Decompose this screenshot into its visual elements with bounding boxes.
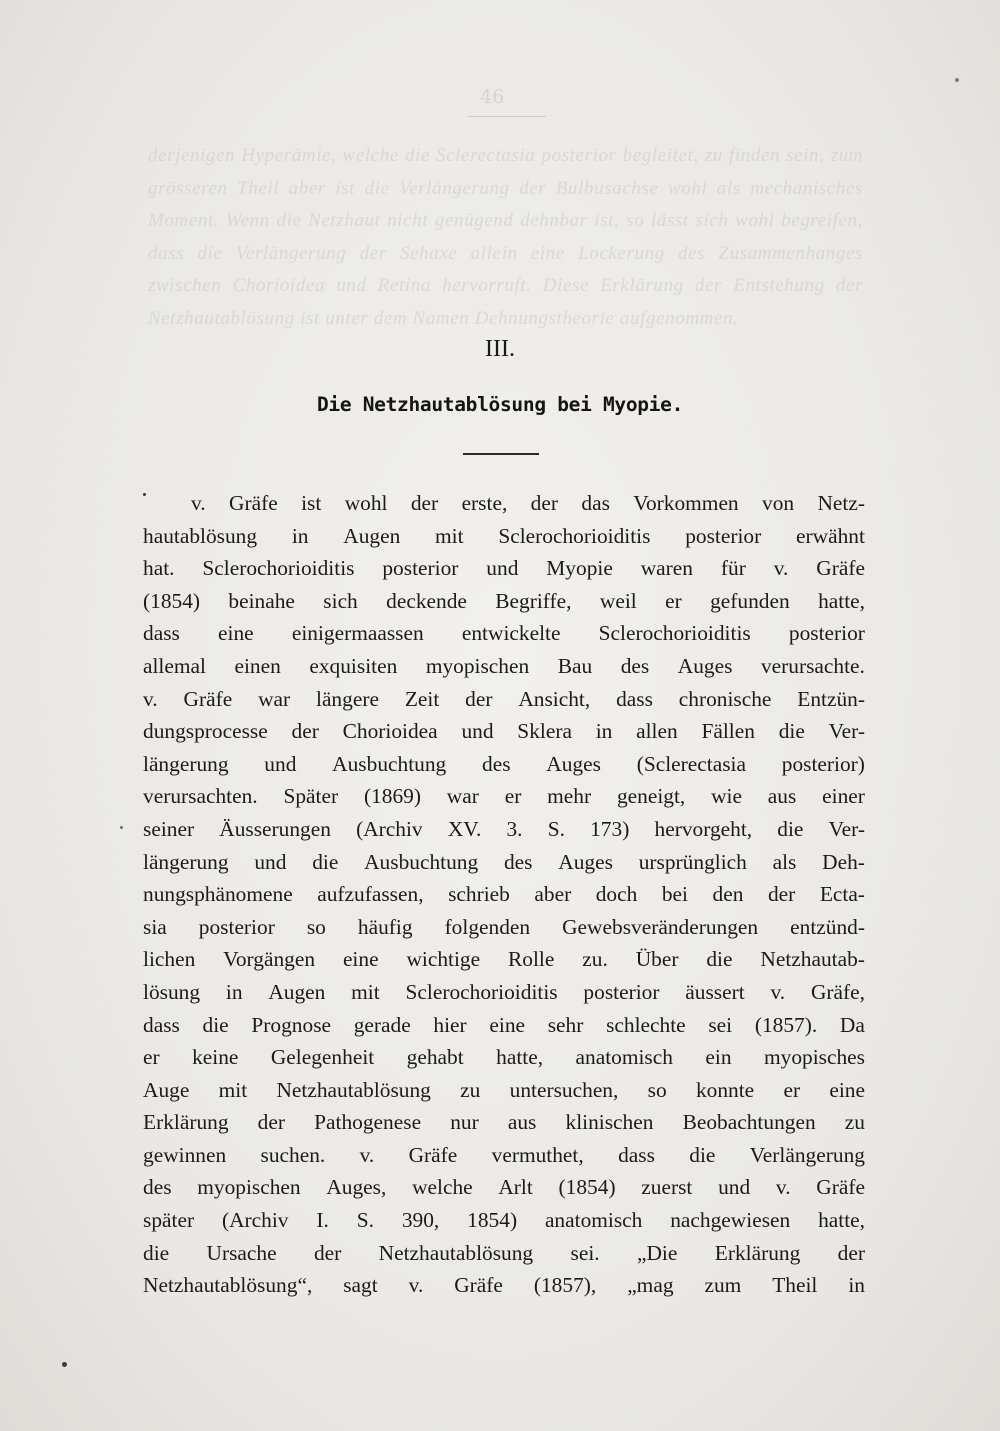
text-line: lösung in Augen mit Sclerochorioiditis posterior äussert v. Gräfe,	[143, 979, 865, 1004]
text-line: Auge mit Netzhautablösung zu untersuchen, so konnte er eine	[143, 1077, 865, 1102]
title-divider	[463, 453, 539, 455]
text-line: dungsprocesse der Chorioidea und Sklera in allen Fällen die Ver-	[143, 719, 865, 744]
text-line: die Ursache der Netzhautablösung sei. „Die Erklärung der	[143, 1240, 865, 1265]
text-line: dass die Prognose gerade hier eine sehr schlechte sei (1857). Da	[143, 1012, 865, 1037]
paper-speck	[62, 1362, 67, 1367]
bleed-through-rule	[468, 116, 546, 117]
bleed-through-page-number: 46	[480, 86, 505, 108]
text-line: längerung und die Ausbuchtung des Auges ursprünglich als Deh-	[143, 849, 865, 874]
text-line: nungsphänomene aufzufassen, schrieb aber doch bei den der Ecta-	[143, 882, 865, 907]
text-line: später (Archiv I. S. 390, 1854) anatomisch nachgewiesen hatte,	[143, 1208, 865, 1233]
text-line: seiner Äusserungen (Archiv XV. 3. S. 173) hervorgeht, die Ver-	[143, 816, 865, 841]
text-line: lichen Vorgängen eine wichtige Rolle zu. Über die Netzhautab-	[143, 947, 865, 972]
text-line: (1854) beinahe sich deckende Begriffe, weil er gefunden hatte,	[143, 588, 865, 613]
chapter-title: Die Netzhautablösung bei Myopie.	[316, 393, 684, 416]
text-line: hautablösung in Augen mit Sclerochorioiditis posterior erwähnt	[143, 523, 865, 548]
text-line: verursachten. Später (1869) war er mehr geneigt, wie aus einer	[143, 784, 865, 809]
text-line: er keine Gelegenheit gehabt hatte, anatomisch ein myopisches	[143, 1045, 865, 1070]
text-line: Erklärung der Pathogenese nur aus klinischen Beobachtungen zu	[143, 1110, 865, 1135]
chapter-number: III.	[485, 336, 515, 362]
body-paragraph	[143, 487, 865, 1302]
text-line: sia posterior so häufig folgenden Gewebsveränderungen entzünd-	[143, 914, 865, 939]
bleed-through-text: derjenigen Hyperämie, welche die Sclerectasia posterior begleitet, zu finden sein, zum grösseren Theil aber ist die Verlängerung der Bulbusachse wohl als mechanisches Moment. Wenn die Netzhaut nicht genügend dehnbar ist, so lässt sich wohl begreifen, dass die Verlängerung der Sehaxe allein eine Lockerung des Zusammenhanges zwischen Chorioidea und Retina hervorruft. Diese Erklärung der Entstehung der Netzhautablösung ist unter dem Namen Dehnungstheorie aufgenommen.	[148, 145, 863, 329]
text-line: v. Gräfe ist wohl der erste, der das Vorkommen von Netz-	[191, 491, 865, 515]
paper-speck	[120, 826, 123, 829]
text-line: hat. Sclerochorioiditis posterior und Myopie waren für v. Gräfe	[143, 556, 865, 581]
text-line: dass eine einigermaassen entwickelte Sclerochorioiditis posterior	[143, 621, 865, 646]
text-line: längerung und Ausbuchtung des Auges (Sclerectasia posterior)	[143, 751, 865, 776]
paper-speck	[955, 78, 959, 82]
text-line: v. Gräfe war längere Zeit der Ansicht, dass chronische Entzün-	[143, 686, 865, 711]
text-line: Netzhautablösung“, sagt v. Gräfe (1857), „mag zum Theil in	[143, 1273, 865, 1298]
paper-speck	[143, 493, 146, 496]
text-line: gewinnen suchen. v. Gräfe vermuthet, dass die Verlängerung	[143, 1142, 865, 1167]
text-line: allemal einen exquisiten myopischen Bau des Auges verursachte.	[143, 653, 865, 678]
text-line: des myopischen Auges, welche Arlt (1854) zuerst und v. Gräfe	[143, 1175, 865, 1200]
